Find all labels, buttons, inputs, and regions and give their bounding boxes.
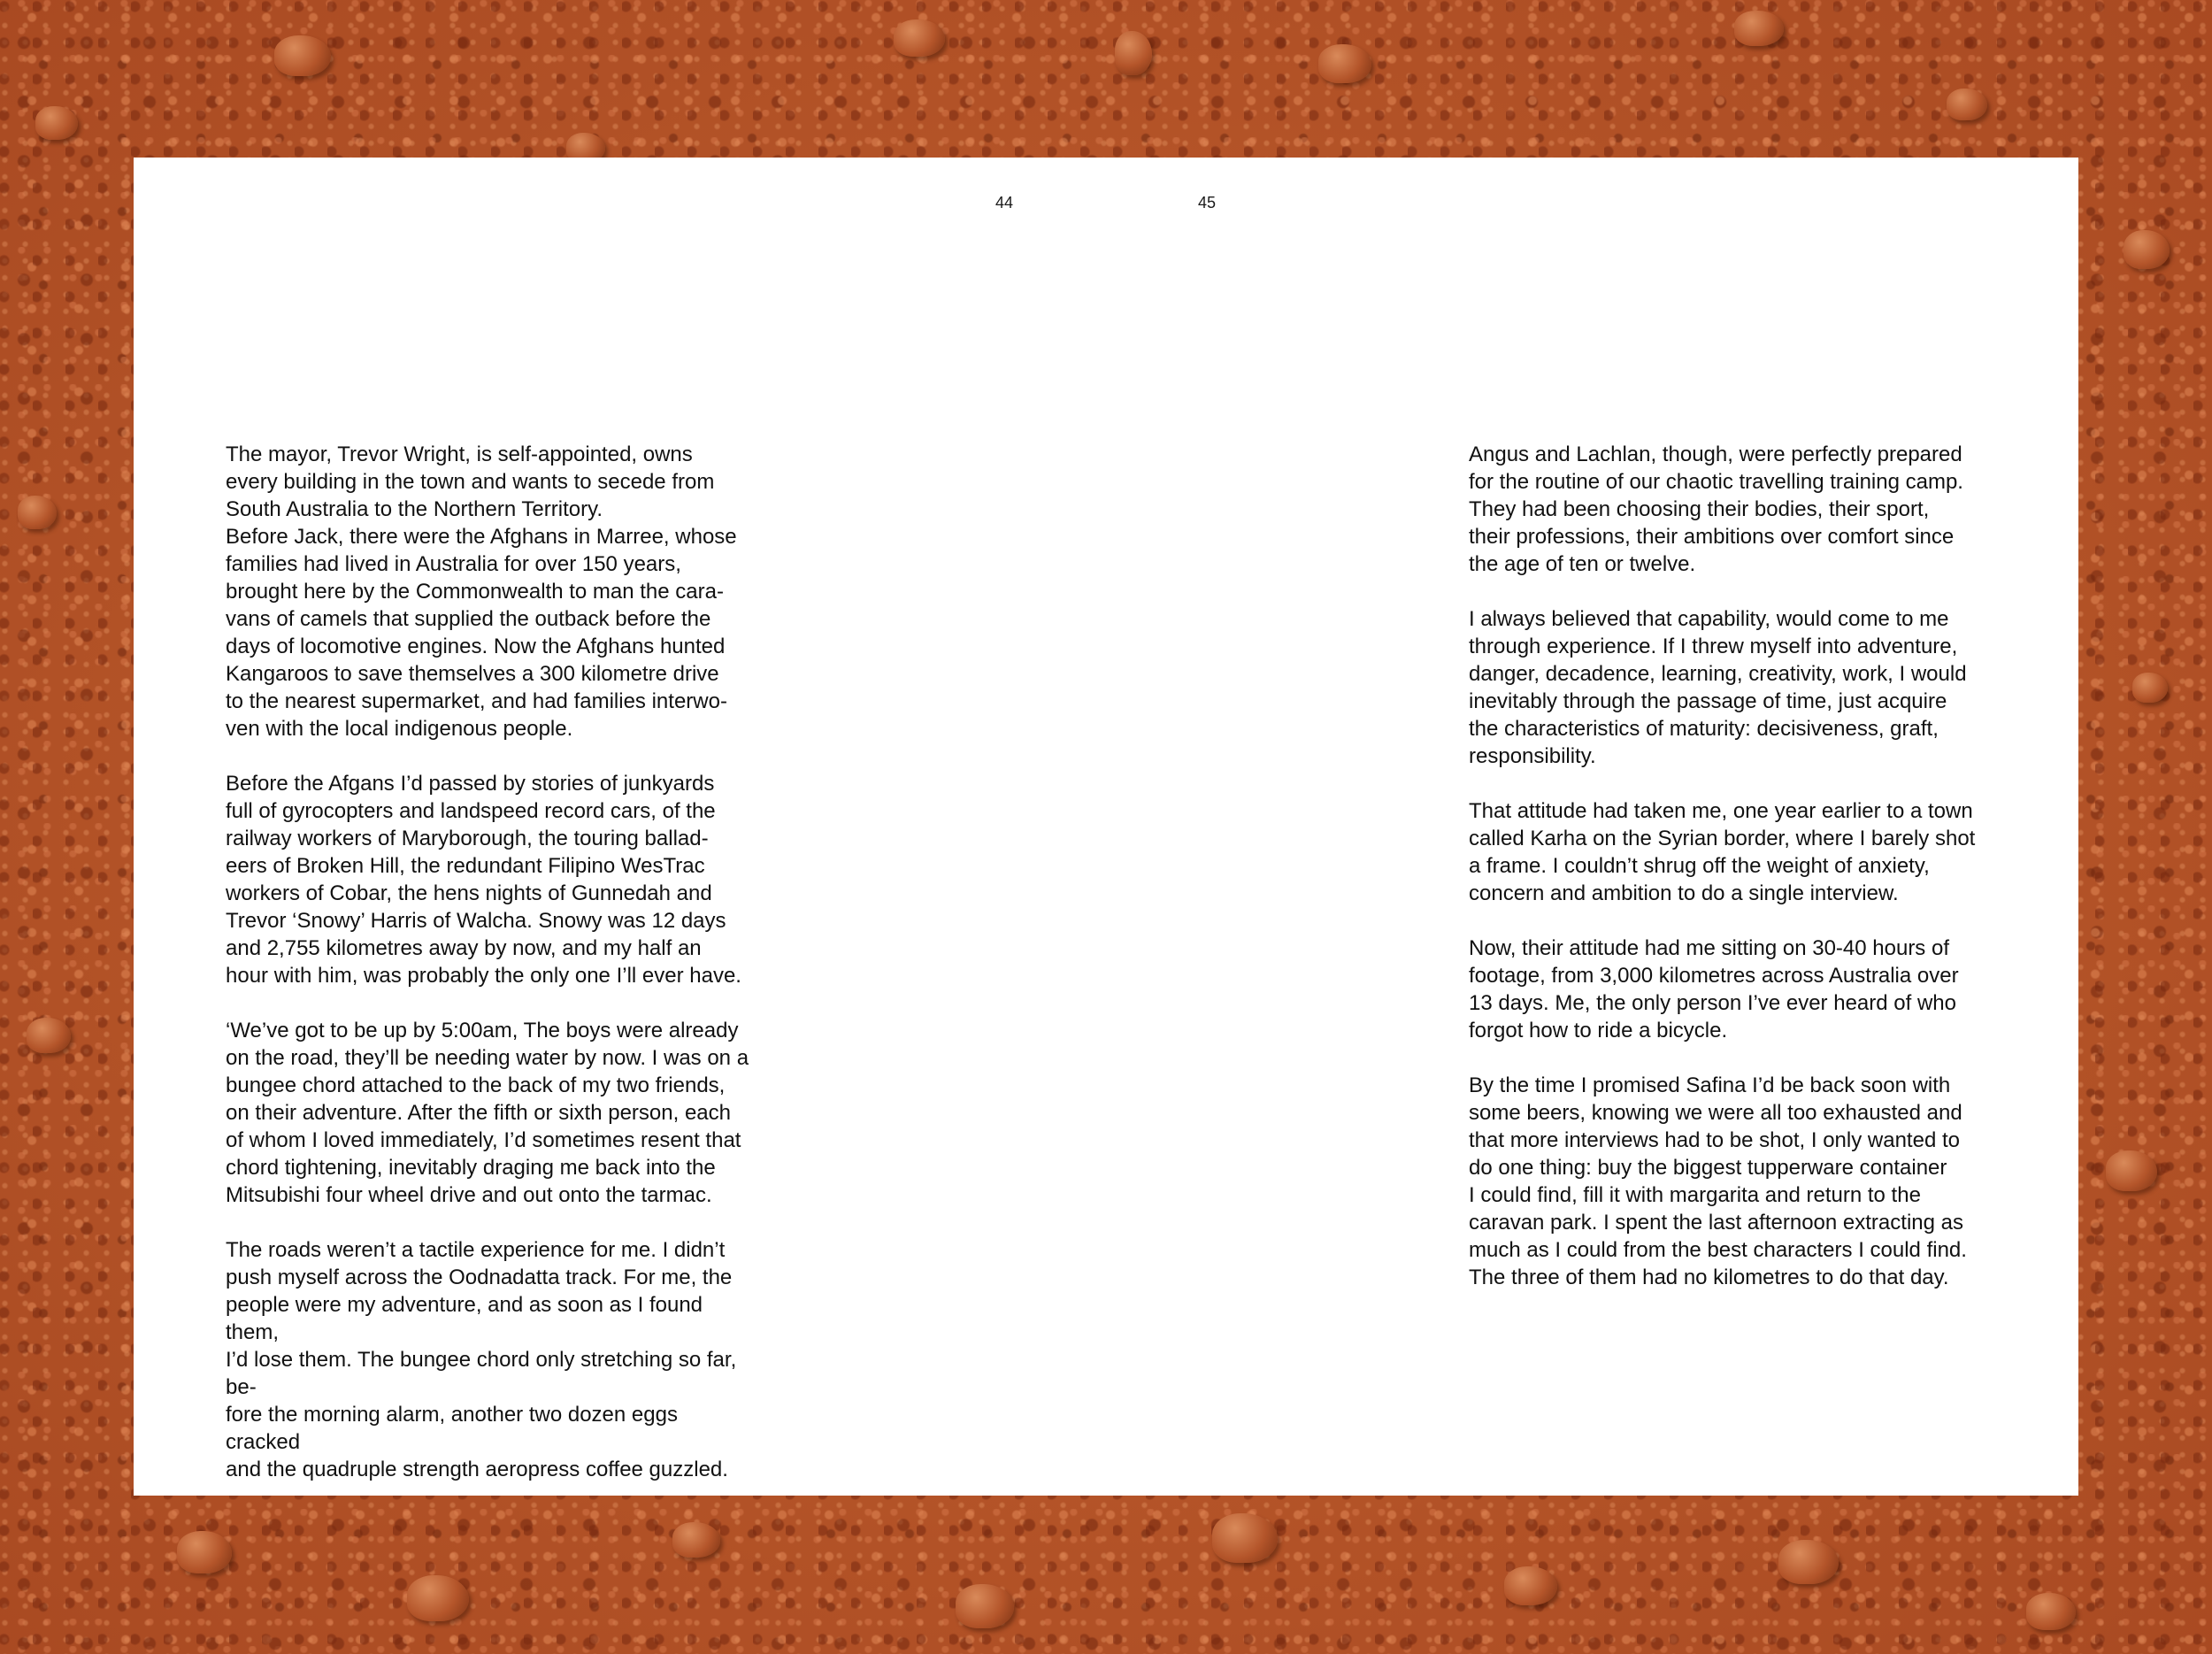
paragraph: By the time I promised Safina I’d be back soon with some beers, knowing we were all too exhausted and that more interviews had to be shot, I only wanted to do one thing: buy the biggest tupperware container I could find, fill it with margarita and return to the caravan park. I spent the last afternoon extracting as much as I could from the best characters I could find. The three of them had no kilometres to do that day. [1469, 1073, 1967, 1289]
pebble [407, 1575, 469, 1621]
pebble [672, 1522, 720, 1558]
pebble [1318, 44, 1371, 83]
paragraph: The mayor, Trevor Wright, is self-appointed, owns every building in the town and wants to secede from South Australia to the Northern Territory. Before Jack, there were the Afghans in Marree, whose families had lived in Australia for over 150 years, brought here by the Commonwealth to man the cara- vans of camels that supplied the outback before the days of locomotive engines. Now the Afghans hunted Kangaroos to save themselves a 300 kilometre drive to the nearest supermarket, and had families interwo- ven with the local indigenous people. [226, 442, 737, 741]
page-number-left: 44 [995, 194, 1014, 212]
pebble [1504, 1566, 1557, 1605]
pebble [1947, 88, 1987, 120]
paragraph: Now, their attitude had me sitting on 30-40 hours of footage, from 3,000 kilometres across Australia over 13 days. Me, the only person I’ve ever heard of who forgot how to ride a bicycle. [1469, 936, 1959, 1042]
pebble [2106, 1150, 2157, 1191]
book-spread [134, 158, 2078, 1496]
pebble [1115, 31, 1152, 75]
pebble [18, 496, 57, 529]
pebble [177, 1531, 232, 1573]
pebble [1212, 1513, 1278, 1563]
pebble [894, 19, 945, 57]
paragraph: I always believed that capability, would come to me through experience. If I threw myself into adventure, danger, decadence, learning, creativity, work, I would inevitably through the passage of time, just acquire the characteristics of maturity: decisiveness, graft, responsibility. [1469, 607, 1967, 768]
pebble [1734, 11, 1784, 46]
paragraph: Before the Afgans I’d passed by stories of junkyards full of gyrocopters and landspeed record cars, of the railway workers of Maryborough, the touring ballad- eers of Broken Hill, the redundant Filipino WesTrac workers of Cobar, the hens nights of Gunnedah and Trevor ‘Snowy’ Harris of Walcha. Snowy was 12 days and 2,755 kilometres away by now, and my half an hour with him, was probably the only one I’ll ever have. [226, 772, 741, 988]
page-number-right: 45 [1198, 194, 1217, 212]
paragraph: Angus and Lachlan, though, were perfectly prepared for the routine of our chaotic travelling training camp. They had been choosing their bodies, their sport, their professions, their ambitions over comfort since the age of ten or twelve. [1469, 442, 1963, 576]
pebble [2124, 230, 2170, 269]
paragraph: That attitude had taken me, one year earlier to a town called Karha on the Syrian border, where I barely shot a frame. I couldn’t shrug off the weight of anxiety, concern and ambition to do a single interview. [1469, 799, 1976, 905]
pebble [274, 35, 331, 76]
pebble [2132, 673, 2168, 703]
paragraph: The roads weren’t a tactile experience for me. I didn’t push myself across the Oodnadatta track. For me, the people were my adventure, and as soon as I found them, I’d lose them. The bungee chord only stretching so far, be- fore the morning alarm, another two dozen eggs cracked and the quadruple strength aeropress coffee guzzled. [226, 1238, 737, 1481]
pebble [27, 1018, 71, 1053]
pebble [956, 1584, 1014, 1628]
paragraph: ‘We’ve got to be up by 5:00am, The boys were already on the road, they’ll be needing water by now. I was on a bungee chord attached to the back of my two friends, on their adventure. After the fifth or sixth person, each of whom I loved immediately, I’d sometimes resent that chord tightening, inevitably draging me back into the Mitsubishi four wheel drive and out onto the tarmac. [226, 1019, 749, 1207]
right-page-text-column [1469, 441, 2000, 1319]
left-page-text-column [226, 441, 757, 1511]
pebble [35, 106, 78, 140]
pebble [2026, 1593, 2076, 1630]
pebble [1778, 1540, 1839, 1584]
